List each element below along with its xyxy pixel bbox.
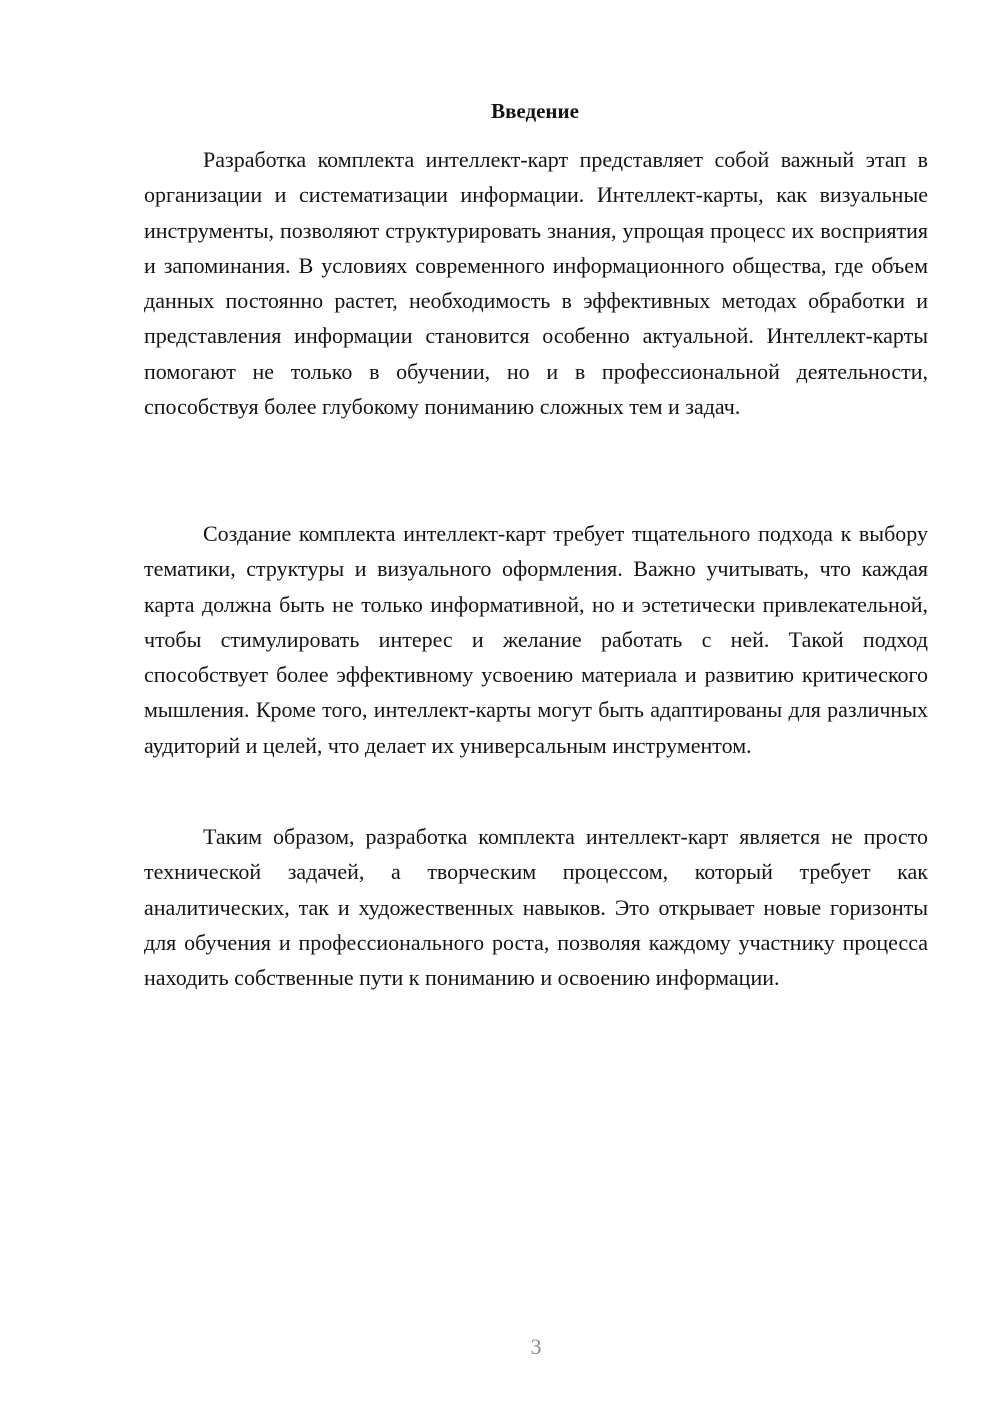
paragraph-1: Разработка комплекта интеллект-карт представляет собой важный этап в организации и систематизации информации. Интеллект-карты, как визуальные инструменты, позволяют структурировать знания, упрощая процесс их восприятия и запоминания. В условиях современного информационного общества, где объем данных постоянно растет, необходимость в эффективных методах обработки и представления информации становится особенно актуальной. Интеллект-карты помогают не только в обучении, но и в профессиональной деятельности, способствуя более глубокому пониманию сложных тем и задач. — [144, 147, 928, 420]
paragraph-3: Таким образом, разработка комплекта интеллект-карт является не просто технической задачей, а творческим процессом, который требует как аналитических, так и художественных навыков. Это открывает новые горизонты для обучения и профессионального роста, позволяя каждому участнику процесса находить собственные пути к пониманию и освоению информации. — [144, 824, 928, 991]
section-heading: Введение — [491, 99, 579, 123]
paragraph-2: Создание комплекта интеллект-карт требует тщательного подхода к выбору тематики, структуры и визуального оформления. Важно учитывать, что каждая карта должна быть не только информативной, но и эстетически привлекательной, чтобы стимулировать интерес и желание работать с ней. Такой подход способствует более эффективному усвоению материала и развитию критического мышления. Кроме того, интеллект-карты могут быть адаптированы для различных аудиторий и целей, что делает их универсальным инструментом. — [144, 521, 928, 758]
page-number: 3 — [530, 1334, 542, 1359]
